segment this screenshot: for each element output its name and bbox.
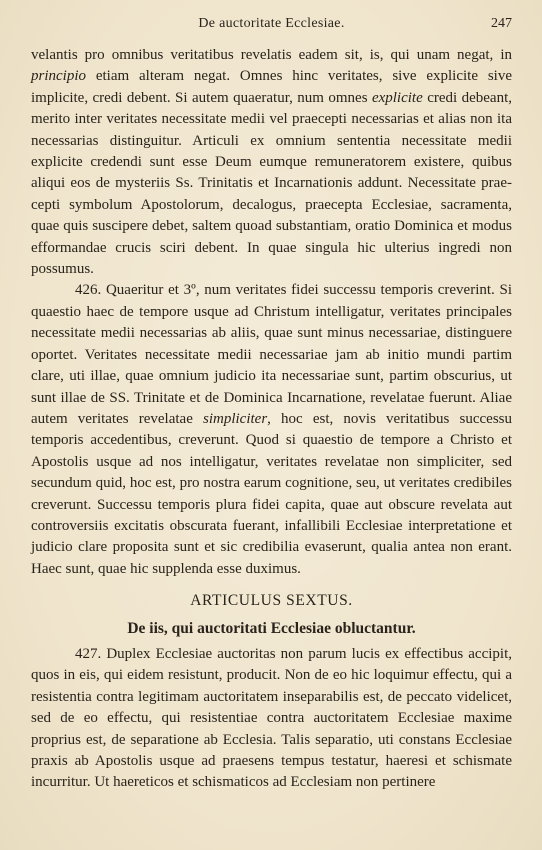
paragraph-427 (31, 644, 512, 794)
text-run: etiam alteram negat. Omnes hinc veritates, sive explicite sive implicite, credi debent. Si autem quaeratur, num omnes (31, 68, 512, 106)
section-heading: De iis, qui auctoritati Ecclesiae obluctantur. (127, 619, 416, 637)
italic-term: simpliciter (203, 410, 268, 427)
body-text (31, 45, 512, 794)
text-run: velantis pro omnibus veritatibus revelatis eadem sit, is, qui unam negat, in (31, 47, 512, 63)
running-title: De auctoritate Ecclesiae. (198, 16, 345, 31)
running-head (31, 16, 512, 36)
italic-term: explicite (371, 89, 423, 106)
text-run: , hoc est, novis veritatibus successu temporis accedentibus, creverunt. Quod si quaestio de tempore a Christo et Apostolis usque ad nos intelligatur, veritates revelatae non simpliciter, sed secundum quid, hoc est, pro nostra earum cognitione, seu, ut veritates credibiles creverunt. Successu temporis plura fidei capita, quae aut obscure revelata aut controversiis excitatis obscurata fuerant, infallibili Ecclesiae interpretatione et judicio clare proposita sunt et sic credibilia evaserunt, qualia antea non erant. Haec sunt, quae hic supplenda esse duximus. (31, 410, 512, 577)
article-heading: ARTICULUS SEXTUS. (190, 592, 353, 610)
page-number: 247 (491, 16, 512, 31)
text-run: credi debeant, merito inter veritates necessitate medii vel praecepti necessarias et alias non ita necessarias distinguitur. Articuli ex omnium sententia necessitate medii explicite credendi sunt esse Deum eumque remuneratorem existere, quibus aliqui eos de mysteriis Ss. Trinitatis et Incarnationis addunt. Necessitate praecepti symbolum Apostolorum, decalogus, praecepta Ecclesiae, sacramenta, quae quis suscipere debet, saltem quoad substantiam, oratio Dominica et modus efformandae crucis sciri debent. In quae singula hic ulterius ingredi non possumus. (31, 89, 512, 278)
text-run: 426. Quaeritur et 3º, num veritates fidei successu temporis creverint. Si quaestio haec de tempore usque ad Christum intelligatur, veritates principales necessitate medii necessarias ab aliis, quae sunt minus necessariae, distinguere oportet. Veritates necessitate medii necessariae jam ab initio mundi partim clare, uti illae, quae omnium judicio ita necessariae sunt, partim obscurius, ut sunt illae de SS. Trinitate et de Dominica Incarnatione, revelatae fuerunt. Aliae autem veritates revelatae (31, 282, 512, 427)
paragraph-continued (31, 45, 512, 280)
italic-term: principio (31, 68, 86, 85)
paragraph-426 (31, 280, 512, 580)
text-run: 427. Duplex Ecclesiae auctoritas non parum lucis ex effectibus accipit, quos in eis, qui eidem resistunt, producit. Non de eo hic loquimur effectu, qui a resistentia contra legitimam auctoritatem inseparabilis est, de peccato videlicet, sed de eo effectu, qui resistentiae contra auctoritatem Ecclesiae maxime proprius est, de separatione ab Ecclesia. Talis separatio, uti constans Ecclesiae praxis ab Apostolis usque ad praesens tempus testatur, haeresi et schismate incurritur. Ut haereticos et schismaticos ad Ecclesiam non pertinere (31, 645, 512, 791)
